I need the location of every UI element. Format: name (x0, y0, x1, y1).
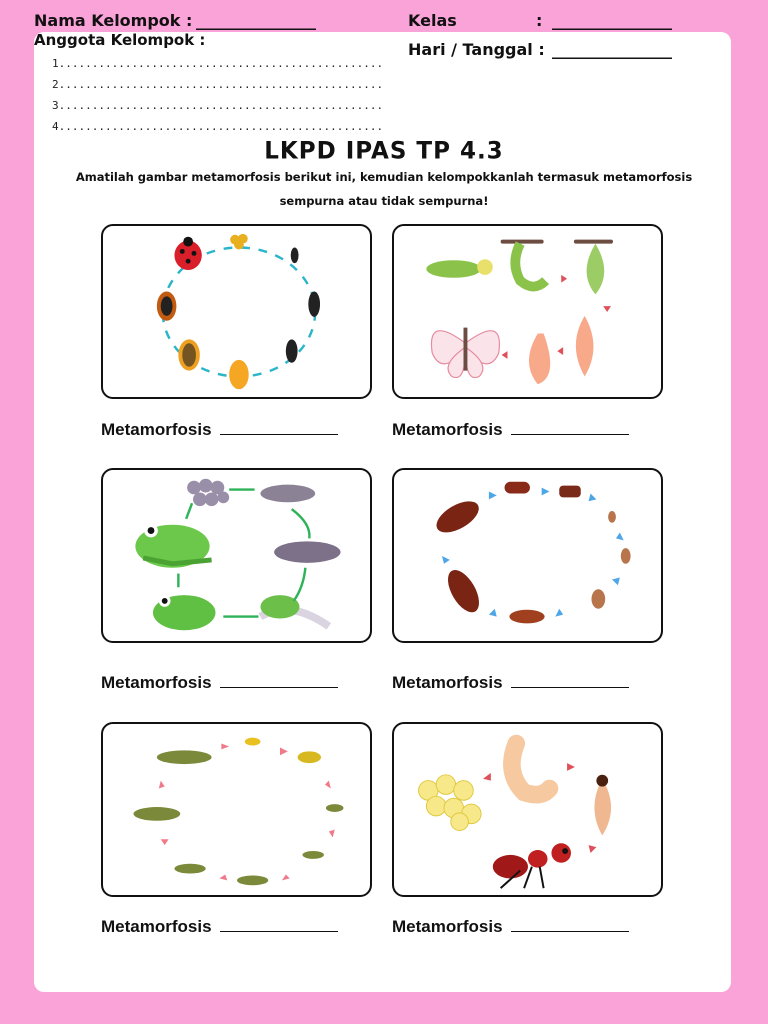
card-2-answer-line[interactable] (511, 420, 629, 435)
butterfly-cycle-image (394, 226, 661, 397)
worksheet-title: LKPD IPAS TP 4.3 (264, 137, 504, 165)
butterfly-cycle-card (392, 224, 663, 399)
card-4-answer-line[interactable] (511, 673, 629, 688)
ladybug-cycle-card (101, 224, 372, 399)
class-label: Kelas (408, 11, 457, 30)
card-3-label-text: Metamorfosis (101, 673, 212, 692)
class-colon: : (536, 11, 543, 30)
grasshopper-cycle-image (103, 724, 370, 895)
card-3-label (101, 673, 338, 693)
ant-cycle-card (392, 722, 663, 897)
class-line[interactable]: _______________ (552, 11, 672, 30)
cockroach-cycle-card (392, 468, 663, 643)
frog-cycle-image (103, 470, 370, 641)
card-1-label-text: Metamorfosis (101, 420, 212, 439)
member-line-1[interactable]: 1................................................. (52, 57, 384, 70)
card-2-label-text: Metamorfosis (392, 420, 503, 439)
date-label: Hari / Tanggal : (408, 40, 545, 59)
date-line[interactable]: _______________ (552, 40, 672, 59)
card-6-label-text: Metamorfosis (392, 917, 503, 936)
card-2-label (392, 420, 629, 440)
frog-cycle-card (101, 468, 372, 643)
card-5-label-text: Metamorfosis (101, 917, 212, 936)
card-1-label (101, 420, 338, 440)
ladybug-cycle-image (103, 226, 370, 397)
card-6-answer-line[interactable] (511, 917, 629, 932)
instruction-line-2: sempurna atau tidak sempurna! (279, 194, 489, 208)
member-line-4[interactable]: 4................................................. (52, 120, 384, 133)
card-3-answer-line[interactable] (220, 673, 338, 688)
group-name-line[interactable]: _______________ (196, 11, 316, 30)
ant-cycle-image (394, 724, 661, 895)
card-6-label (392, 917, 629, 937)
group-name-label: Nama Kelompok : (34, 11, 193, 30)
member-line-3[interactable]: 3................................................. (52, 99, 384, 112)
card-4-label-text: Metamorfosis (392, 673, 503, 692)
card-1-answer-line[interactable] (220, 420, 338, 435)
card-5-answer-line[interactable] (220, 917, 338, 932)
grasshopper-cycle-card (101, 722, 372, 897)
card-5-label (101, 917, 338, 937)
card-4-label (392, 673, 629, 693)
instruction-line-1: Amatilah gambar metamorfosis berikut ini, kemudian kelompokkanlah termasuk metamorfosis (75, 170, 693, 184)
member-line-2[interactable]: 2................................................. (52, 78, 384, 91)
cockroach-cycle-image (394, 470, 661, 641)
members-label: Anggota Kelompok : (34, 31, 206, 49)
